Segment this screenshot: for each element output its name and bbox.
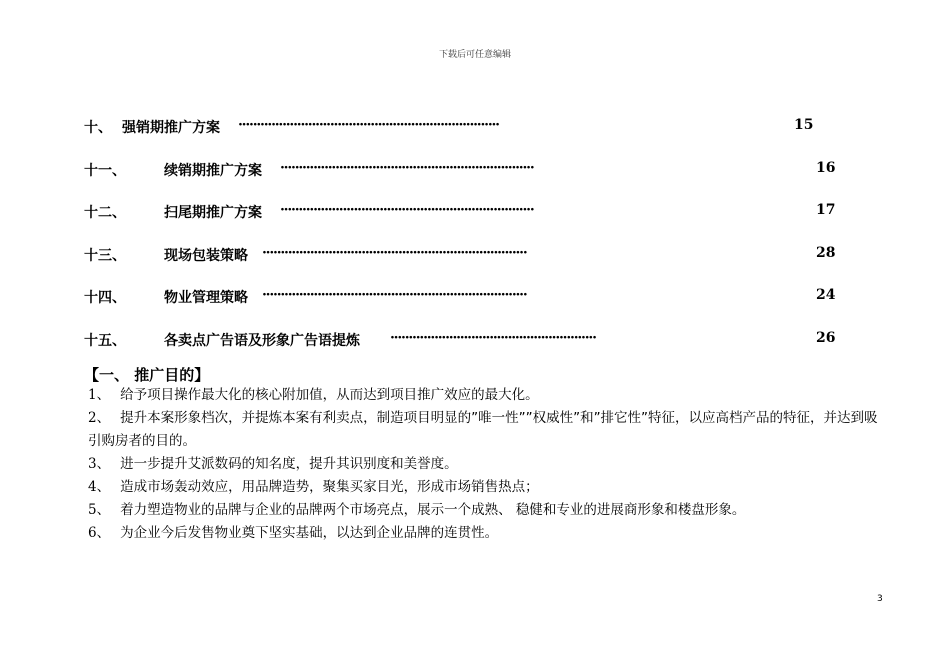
item-number: 2、 bbox=[88, 410, 111, 426]
toc-leader: ········································································ bbox=[262, 287, 527, 303]
toc-title: 现场包装策略 bbox=[164, 248, 248, 264]
list-item bbox=[88, 499, 888, 522]
item-text: 进一步提升艾派数码的知名度，提升其识别度和美誉度。 bbox=[120, 456, 458, 472]
toc-number: 十三、 bbox=[84, 248, 126, 264]
toc-title: 续销期推广方案 bbox=[164, 163, 262, 179]
toc-number: 十四、 bbox=[84, 290, 126, 306]
page-number: 3 bbox=[877, 594, 883, 604]
item-text: 为企业今后发售物业奠下坚实基础，以达到企业品牌的连贯性。 bbox=[120, 525, 499, 541]
toc-title: 强销期推广方案 bbox=[122, 120, 220, 136]
toc-title: 扫尾期推广方案 bbox=[164, 205, 262, 221]
toc-title: 各卖点广告语及形象广告语提炼 bbox=[164, 333, 360, 349]
list-item bbox=[88, 522, 888, 545]
toc-page-number: 24 bbox=[816, 287, 836, 303]
toc-leader: ······································································· bbox=[238, 117, 499, 133]
toc-page-number: 15 bbox=[794, 117, 814, 133]
item-number: 5、 bbox=[88, 502, 111, 518]
list-item bbox=[88, 384, 888, 407]
item-text: 着力塑造物业的品牌与企业的品牌两个市场亮点，展示一个成熟、 稳健和专业的进展商形象和楼盘形象。 bbox=[120, 502, 746, 518]
toc-leader: ························································ bbox=[390, 330, 596, 346]
toc-number: 十二、 bbox=[84, 205, 126, 221]
toc-number: 十、 bbox=[84, 120, 112, 136]
item-number: 3、 bbox=[88, 456, 111, 472]
page-header: 下载后可任意编辑 bbox=[438, 50, 511, 60]
toc-leader: ········································································ bbox=[262, 245, 527, 261]
list-item bbox=[88, 407, 888, 453]
toc-page-number: 16 bbox=[816, 160, 836, 176]
list-item bbox=[88, 476, 888, 499]
item-text: 给予项目操作最大化的核心附加值，从而达到项目推广效应的最大化。 bbox=[120, 387, 539, 403]
toc-leader: ····································································· bbox=[280, 202, 534, 218]
toc-number: 十一、 bbox=[84, 163, 126, 179]
list-item bbox=[88, 453, 888, 476]
toc-page-number: 26 bbox=[816, 330, 836, 346]
toc-page-number: 17 bbox=[816, 202, 836, 218]
item-text: 造成市场轰动效应，用品牌造势，聚集买家目光，形成市场销售热点； bbox=[120, 479, 539, 495]
toc-number: 十五、 bbox=[84, 333, 126, 349]
item-number: 1、 bbox=[88, 387, 111, 403]
toc-title: 物业管理策略 bbox=[164, 290, 248, 306]
toc-page-number: 28 bbox=[816, 245, 836, 261]
item-number: 4、 bbox=[88, 479, 111, 495]
item-text: 提升本案形象档次，并提炼本案有利卖点，制造项目明显的”唯一性””权威性”和”排它性”特征，以应高档产品的特征，并达到吸引购房者的目的。 bbox=[88, 410, 878, 449]
item-number: 6、 bbox=[88, 525, 111, 541]
section-title: 【一、 推广目的】 bbox=[84, 366, 210, 384]
toc-leader: ····································································· bbox=[280, 160, 534, 176]
